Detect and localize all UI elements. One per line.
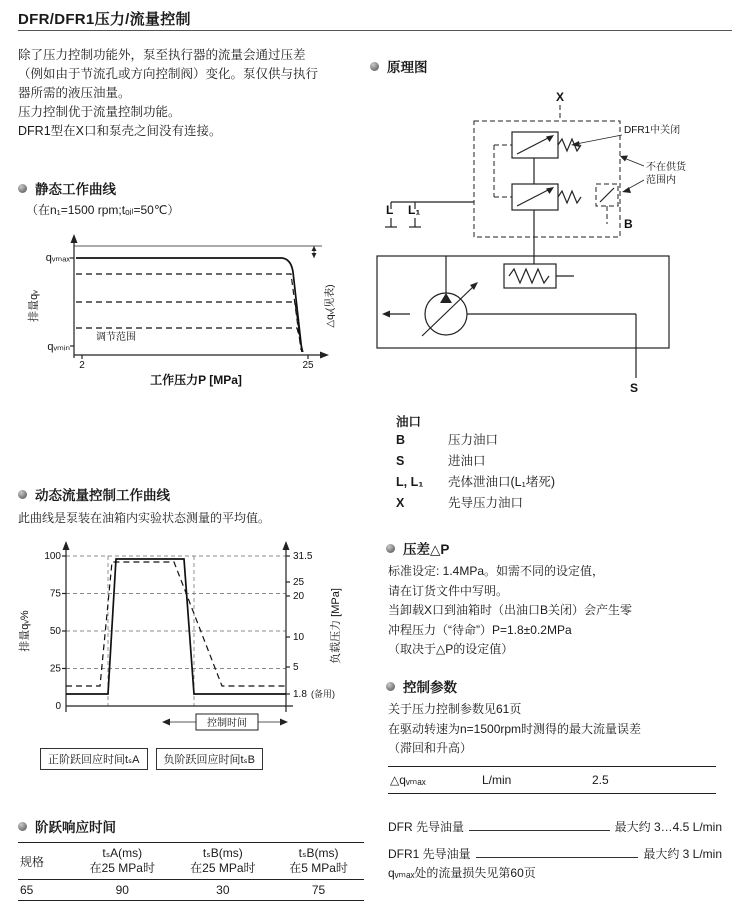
port-desc: 进油口	[448, 454, 486, 468]
control-time-annotation	[162, 714, 288, 730]
left-tick-50: 50	[49, 626, 61, 637]
right-tick-5: 5	[293, 662, 299, 673]
static-curve-section-heading	[18, 178, 116, 198]
intro-paragraph-1: 除了压力控制功能外，泵至执行器的流量会通过压差（例如由于节流孔或方向控制阀）变化。泵仅供与执行器所需的液压油量。	[18, 48, 319, 100]
step-response-table	[18, 842, 364, 901]
y-left-axis-label: 排量qᵥ%	[19, 610, 31, 652]
dynamic-curve-chart	[16, 536, 348, 738]
ports-block	[396, 412, 706, 514]
pilot-flow-label: DFR1 先导油量	[388, 847, 471, 861]
col-header-line1: tₛA(ms)	[102, 846, 143, 860]
left-tick-100: 100	[44, 551, 61, 562]
port-code: X	[396, 496, 405, 510]
x-tick-min: 2	[79, 360, 85, 371]
qvmax-label: qᵥₘₐₓ	[45, 252, 70, 264]
section-bullet-icon	[18, 822, 27, 831]
orifice-option	[596, 184, 618, 224]
pilot-flow-row-dfr	[388, 818, 722, 835]
x-tick-max: 25	[302, 360, 314, 371]
port-code: B	[396, 433, 406, 447]
port-l1-label: L₁	[408, 203, 421, 217]
pressure-diff-line-4: 冲程压力（“待命”）P=1.8±0.2MPa	[388, 622, 572, 637]
dynamic-curve-heading-label: 动态流量控制工作曲线	[35, 488, 170, 503]
tsb-25-value: 30	[216, 883, 230, 897]
schematic-section-heading	[370, 56, 428, 76]
y-axis-label: 排量qᵥ	[28, 290, 40, 322]
pilot-flow-row-dfr1	[388, 845, 722, 862]
col-header-line2: 在25 MPa时	[190, 861, 256, 875]
flow-loss-footnote: qᵥₘₐₓ处的流量损失见第60页	[388, 866, 536, 880]
right-tick-31-5: 31.5	[293, 551, 313, 562]
control-params-line-3: （滞回和升高）	[388, 741, 473, 755]
col-header-line1: tₛB(ms)	[202, 846, 243, 860]
standby-label: (备用)	[311, 689, 335, 699]
right-tick-20: 20	[293, 591, 305, 602]
right-tick-25: 25	[293, 577, 305, 588]
port-desc: 壳体泄油口(L₁堵死)	[448, 475, 555, 489]
control-params-line-1: 关于压力控制参数见61页	[388, 702, 522, 716]
deviation-unit: L/min	[482, 773, 512, 787]
right-tick-1-8: 1.8	[293, 689, 307, 700]
left-tick-0: 0	[55, 701, 61, 712]
pressure-diff-line-3: 当卸载X口到油箱时（出油口B关闭）会产生零	[388, 603, 633, 617]
section-bullet-icon	[370, 62, 379, 71]
pressure-diff-heading-label: 压差△P	[403, 542, 450, 557]
step-response-section-heading	[18, 816, 116, 836]
port-desc: 先导压力油口	[448, 496, 524, 510]
pilot-flow-value: 最大约 3 L/min	[643, 847, 722, 861]
hydraulic-schematic	[374, 88, 722, 402]
negative-step-label: 负阶跃回应时间tₛB	[156, 748, 264, 770]
port-row-x	[396, 493, 706, 514]
scope-note-line2: 范围内	[646, 175, 676, 186]
port-l-label: L	[386, 203, 394, 217]
delta-qv-dimension	[312, 246, 317, 258]
static-curve-condition: （在n₁=1500 rpm;tₒᵢₗ=50℃）	[26, 203, 180, 217]
port-row-b	[396, 430, 706, 451]
col-tsa-25mpa	[72, 843, 173, 880]
positive-step-label: 正阶跃回应时间tₛA	[40, 748, 148, 770]
x-axis-label: 工作压力P [MPa]	[150, 373, 242, 387]
section-bullet-icon	[18, 184, 27, 193]
leader-line	[469, 830, 610, 831]
intro-block	[18, 46, 324, 141]
pilot-flow-label: DFR 先导油量	[388, 820, 464, 834]
port-desc: 压力油口	[448, 433, 499, 447]
port-x-label: X	[555, 90, 565, 104]
step-table-data-row	[18, 880, 364, 901]
static-curve-chart	[24, 228, 346, 392]
pump-symbol	[382, 256, 478, 336]
port-row-l	[396, 472, 706, 493]
pilot-flow-value: 最大约 3…4.5 L/min	[614, 820, 722, 834]
pressure-diff-line-1: 标准设定: 1.4MPa。如需不同的设定值，	[388, 564, 605, 578]
col-header-line1: tₛB(ms)	[298, 846, 339, 860]
schematic-heading-label: 原理图	[387, 60, 428, 75]
right-tick-10: 10	[293, 632, 305, 643]
drain-ports	[385, 202, 474, 227]
qvmin-label: qᵥₘᵢₙ	[47, 341, 70, 353]
section-bullet-icon	[386, 544, 395, 553]
control-params-section-heading	[386, 676, 457, 696]
compensator-spring	[504, 264, 574, 288]
intro-paragraph-3: DFR1型在X口和泵壳之间没有连接。	[18, 124, 222, 138]
dynamic-curve-section-heading	[18, 484, 170, 504]
port-s-label: S	[630, 381, 639, 395]
dynamic-curve-note: 此曲线是泵装在油箱内实验状态测量的平均值。	[18, 511, 271, 525]
range-label: 调节范围	[96, 332, 136, 343]
port-code: S	[396, 454, 405, 468]
delta-qv-label: △qᵥ(见表)	[325, 284, 336, 328]
col-tsb-25mpa	[173, 843, 274, 880]
pressure-diff-block	[388, 562, 723, 660]
pressure-diff-line-2: 请在订货文件中写明。	[388, 583, 509, 598]
control-params-heading-label: 控制参数	[403, 680, 457, 695]
control-time-label: 控制时间	[207, 718, 247, 729]
deviation-value: 2.5	[592, 773, 609, 787]
y-right-axis-label: 负载压力 [MPa]	[330, 588, 342, 664]
tsa-25-value: 90	[115, 883, 129, 897]
deviation-name: △qᵥₘₐₓ	[390, 773, 426, 787]
col-header-line2: 在25 MPa时	[89, 861, 155, 875]
left-tick-75: 75	[49, 588, 61, 600]
port-b-label: B	[624, 217, 633, 231]
pressure-diff-section-heading	[386, 538, 449, 558]
page-title: DFR/DFR1压力/流量控制	[18, 11, 191, 28]
chart-curves	[66, 559, 286, 694]
spec-header: 规格	[20, 854, 45, 869]
ports-heading: 油口	[396, 415, 422, 429]
left-tick-25: 25	[49, 663, 61, 675]
title-divider	[18, 30, 732, 31]
pressure-diff-line-5: （取决于△P的设定值）	[388, 642, 514, 656]
step-table-header-row	[18, 843, 364, 880]
col-header-line2: 在5 MPa时	[289, 861, 348, 875]
leader-line	[476, 857, 639, 858]
control-params-line-2: 在驱动转速为n=1500rpm时测得的最大流量误差	[388, 721, 642, 736]
step-response-heading-label: 阶跃响应时间	[35, 820, 116, 835]
tsb-5-value: 75	[311, 883, 326, 897]
col-tsb-5mpa	[273, 843, 364, 880]
intro-paragraph-2: 压力控制优于流量控制功能。	[18, 105, 181, 119]
spec-value: 65	[20, 883, 34, 897]
step-response-legend	[40, 748, 263, 770]
pilot-valve-1	[494, 132, 581, 158]
control-params-block	[388, 700, 723, 759]
scope-note-line1: 不在供货	[646, 162, 686, 173]
static-curve-heading-label: 静态工作曲线	[35, 182, 116, 197]
pilot-valve-2	[494, 184, 581, 210]
port-code: L, L₁	[396, 475, 424, 489]
section-bullet-icon	[18, 490, 27, 499]
section-bullet-icon	[386, 682, 395, 691]
dfr1-closed-note: DFR1中关闭	[624, 125, 681, 136]
port-row-s	[396, 451, 706, 472]
chart-grid	[66, 556, 286, 706]
flow-deviation-table	[388, 766, 716, 794]
